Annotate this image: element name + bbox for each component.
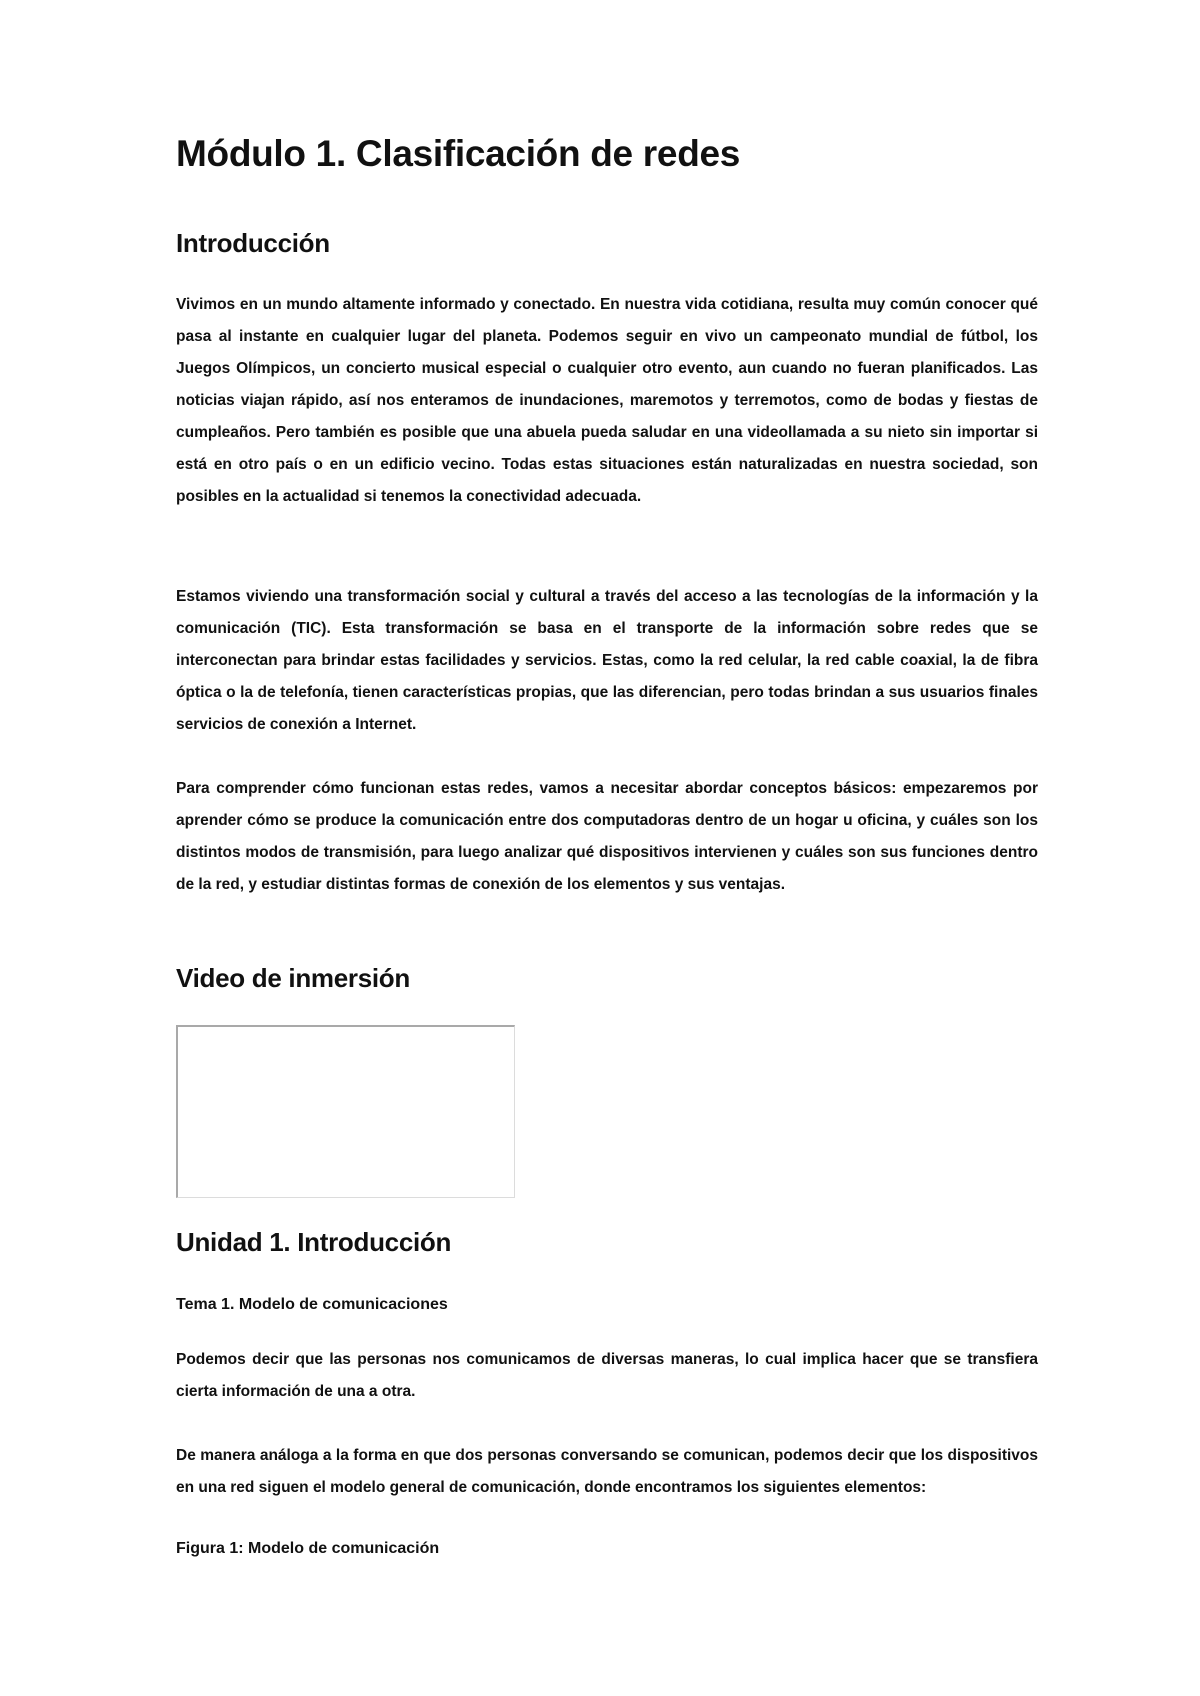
intro-paragraph-2: Estamos viviendo una transformación social y cultural a través del acceso a las tecnologías de la información y la comunicación (TIC). Esta transformación se basa en el transporte de la información sobre redes que se interconectan para brindar estas facilidades y servicios. Estas, como la red celular, la red cable coaxial, la de fibra óptica o la de telefonía, tienen características propias, que las diferencian, pero todas brindan a sus usuarios finales servicios de conexión a Internet.: [176, 588, 1038, 733]
video-heading: Video de inmersión: [176, 963, 410, 993]
intro-paragraph-1: Vivimos en un mundo altamente informado y conectado. En nuestra vida cotidiana, resulta muy común conocer qué pasa al instante en cualquier lugar del planeta. Podemos seguir en vivo un campeonato mundial de fútbol, los Juegos Olímpicos, un concierto musical especial o cualquier otro evento, aun cuando no fueran planificados. Las noticias viajan rápido, así nos enteramos de inundaciones, maremotos y terremotos, como de bodas y fiestas de cumpleaños. Pero también es posible que una abuela pueda saludar en una videollamada a su nieto sin importar si está en otro país o en un edificio vecino. Todas estas situaciones están naturalizadas en nuestra sociedad, son posibles en la actualidad si tenemos la conectividad adecuada.: [176, 296, 1038, 505]
unit-paragraph-1: Podemos decir que las personas nos comunicamos de diversas maneras, lo cual implica hacer que se transfiera cierta información de una a otra.: [176, 1351, 1038, 1400]
page-title: Módulo 1. Clasificación de redes: [176, 133, 741, 174]
intro-paragraph-3: Para comprender cómo funcionan estas redes, vamos a necesitar abordar conceptos básicos: empezaremos por aprender cómo se produce la comunicación entre dos computadoras dentro de un hogar u oficina, y cuáles son los distintos modos de transmisión, para luego analizar qué dispositivos intervienen y cuáles son sus funciones dentro de la red, y estudiar distintas formas de conexión de los elementos y sus ventajas.: [176, 780, 1038, 893]
figure-caption: Figura 1: Modelo de comunicación: [176, 1540, 440, 1557]
topic-heading: Tema 1. Modelo de comunicaciones: [176, 1296, 448, 1313]
unit-heading: Unidad 1. Introducción: [176, 1227, 452, 1257]
intro-heading: Introducción: [176, 228, 330, 258]
unit-paragraph-2: De manera análoga a la forma en que dos personas conversando se comunican, podemos decir que los dispositivos en una red siguen el modelo general de comunicación, donde encontramos los siguientes elementos:: [176, 1447, 1038, 1496]
embedded-video-frame[interactable]: [176, 1025, 515, 1198]
